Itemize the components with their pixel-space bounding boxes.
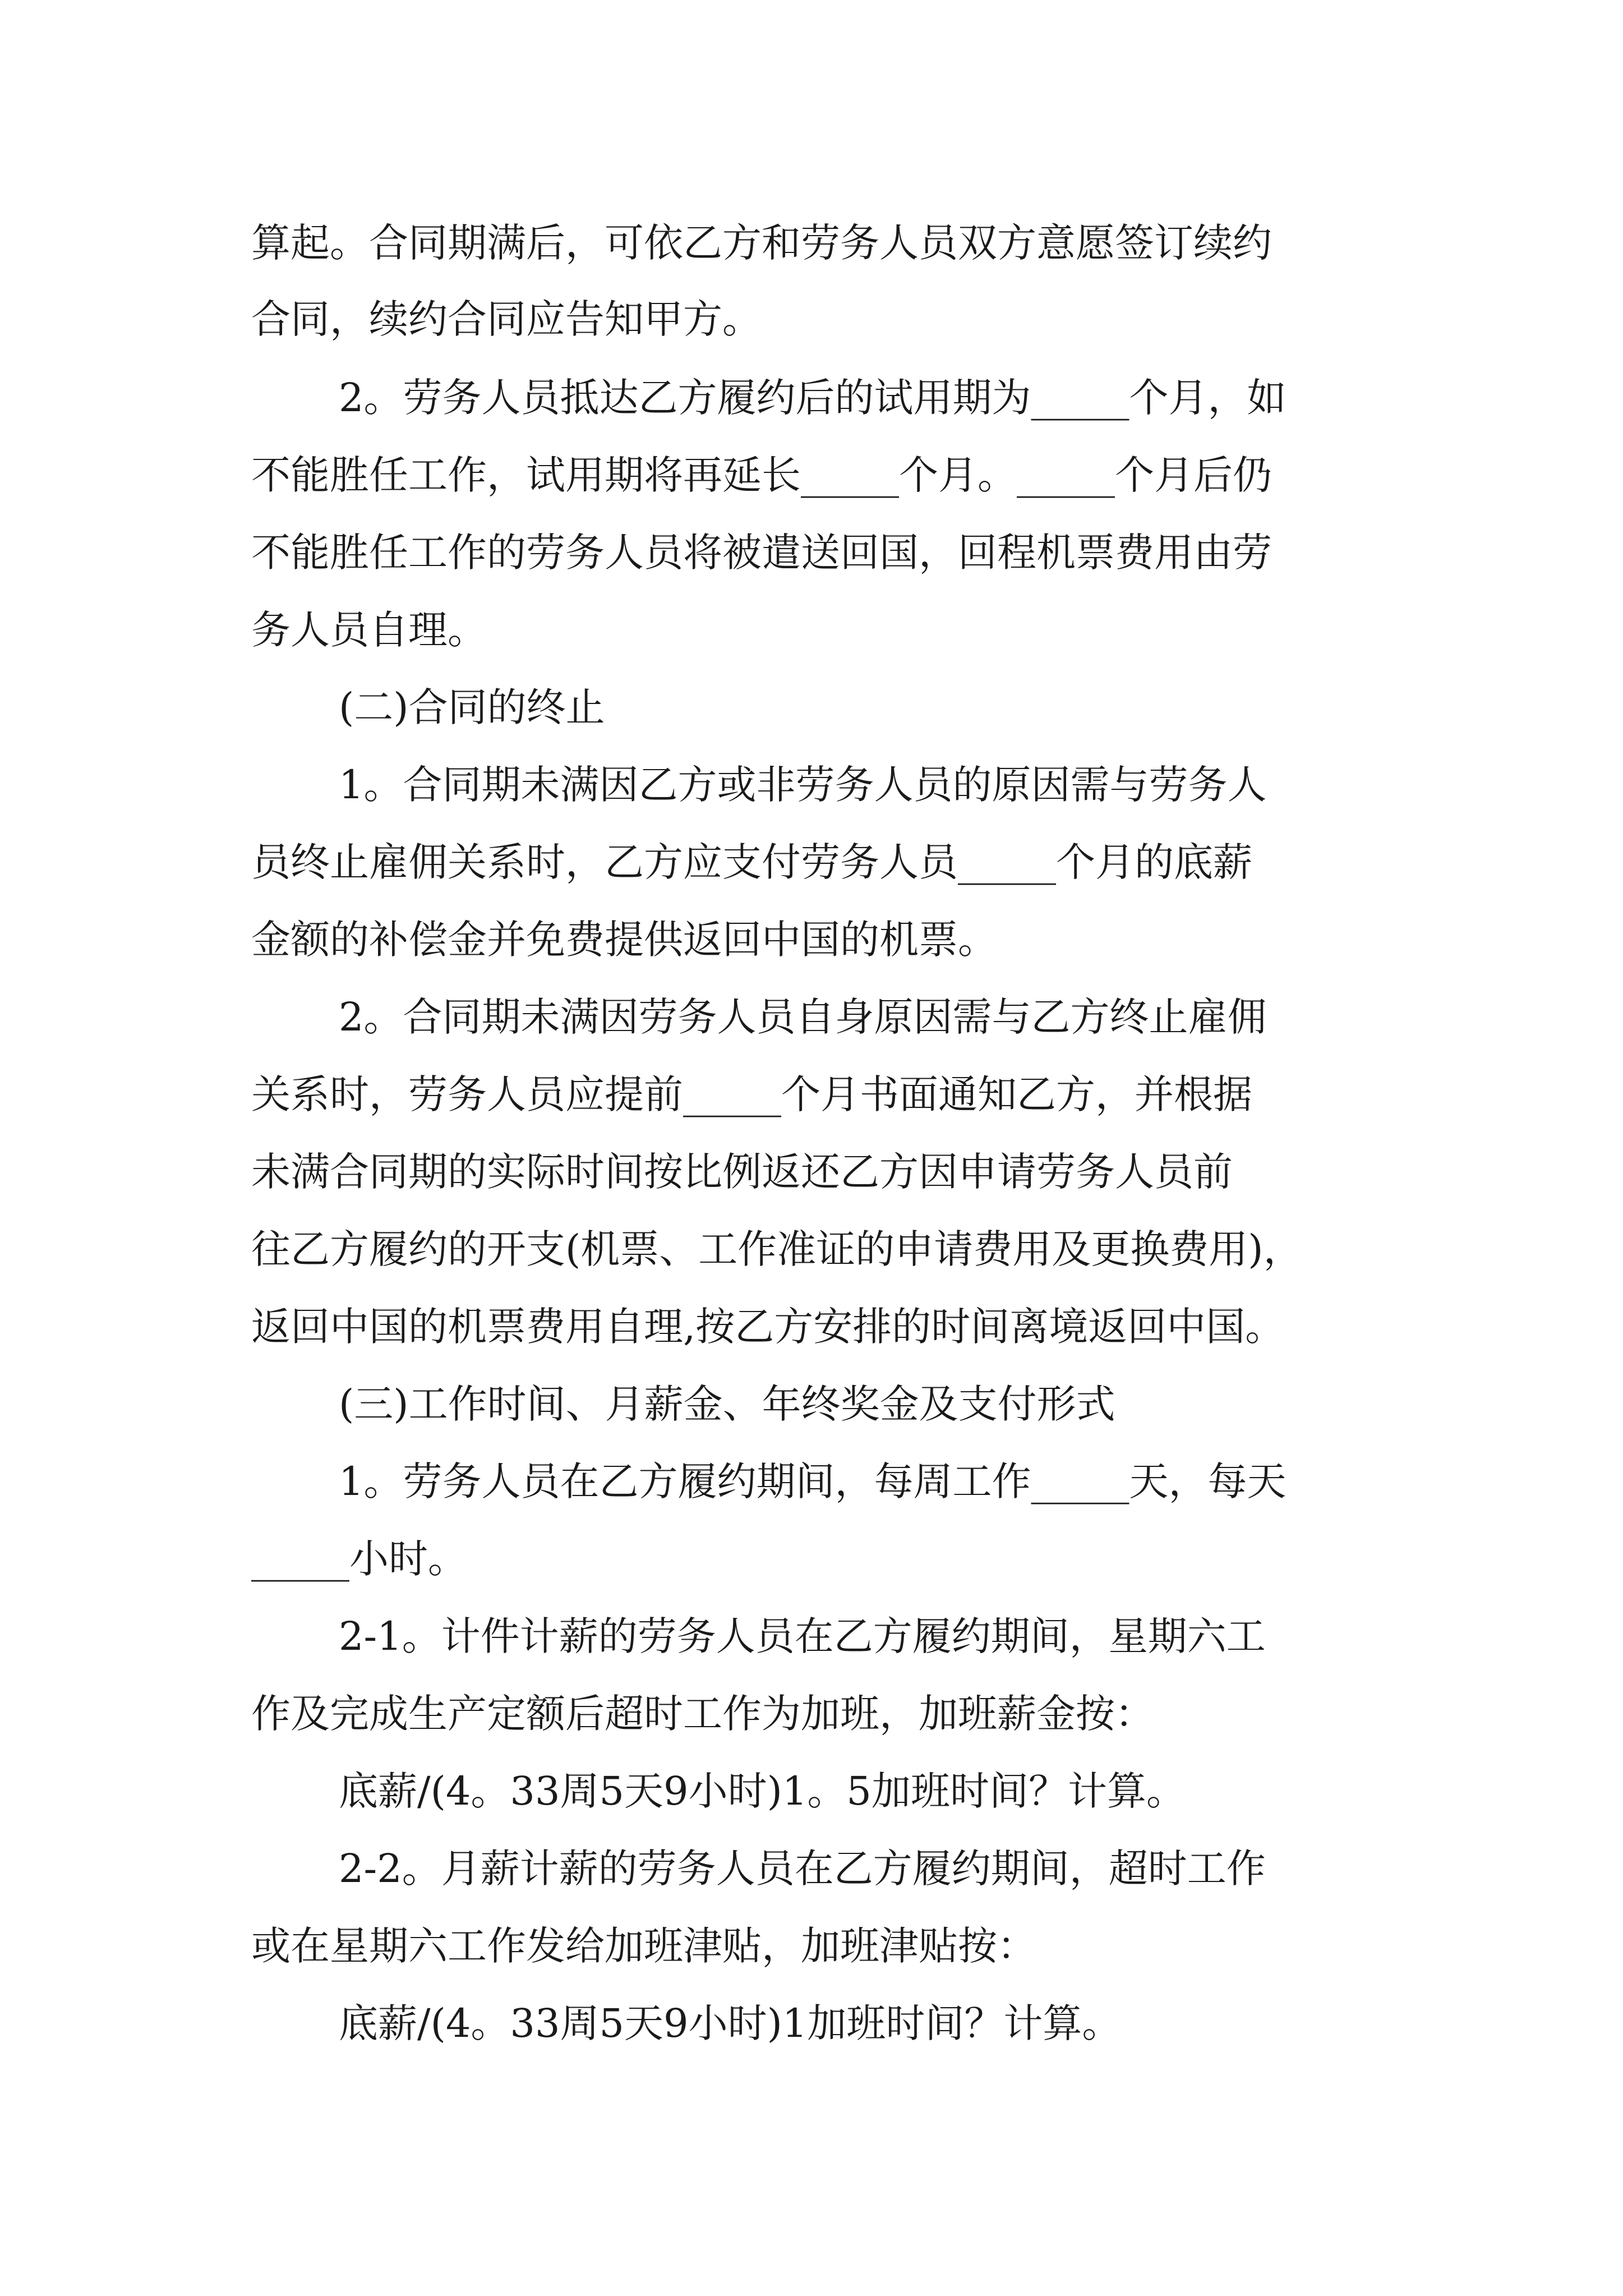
text-line-10: 金额的补偿金并免费提供返回中国的机票。 [251,917,997,963]
text-line-1: 算起。合同期满后，可依乙方和劳务人员双方意愿签订续约 [251,220,1272,266]
section-heading-3: (三)工作时间、月薪金、年终奖金及支付形式 [339,1381,1115,1427]
text-line-23: 或在星期六工作发给加班津贴，加班津贴按： [251,1923,1036,1969]
formula-line-1: 底薪/(4。33周5天9小时)1。5加班时间？计算。 [339,1768,1186,1814]
text-line-14: 往乙方履约的开支(机票、工作准证的申请费用及更换费用)， [251,1226,1303,1272]
text-line-20: 作及完成生产定额后超时工作为加班，加班薪金按： [251,1691,1154,1737]
text-line-15: 返回中国的机票费用自理,按乙方安排的时间离境返回中国。 [251,1304,1285,1350]
text-line-8: 1。合同期未满因乙方或非劳务人员的原因需与劳务人 [339,762,1267,808]
text-line-9: 员终止雇佣关系时，乙方应支付劳务人员_____个月的底薪 [251,839,1252,885]
text-line-13: 未满合同期的实际时间按比例返还乙方因申请劳务人员前 [251,1149,1233,1195]
text-line-6: 务人员自理。 [251,607,487,653]
text-line-18: _____小时。 [251,1536,467,1582]
text-line-22: 2-2。月薪计薪的劳务人员在乙方履约期间，超时工作 [339,1846,1266,1892]
text-line-2: 合同，续约合同应告知甲方。 [251,296,762,342]
text-line-17: 1。劳务人员在乙方履约期间，每周工作_____天，每天 [339,1458,1287,1504]
text-line-11: 2。合同期未满因劳务人员自身原因需与乙方终止雇佣 [339,994,1267,1040]
text-line-4: 不能胜任工作，试用期将再延长_____个月。_____个月后仍 [251,452,1272,498]
text-line-5: 不能胜任工作的劳务人员将被遣送回国，回程机票费用由劳 [251,530,1272,576]
text-line-12: 关系时，劳务人员应提前_____个月书面通知乙方，并根据 [251,1071,1252,1117]
formula-line-2: 底薪/(4。33周5天9小时)1加班时间？计算。 [339,2000,1122,2046]
text-line-3: 2。劳务人员抵达乙方履约后的试用期为_____个月，如 [339,375,1287,421]
section-heading-2: (二)合同的终止 [339,684,605,730]
text-line-19: 2-1。计件计薪的劳务人员在乙方履约期间，星期六工 [339,1613,1266,1659]
